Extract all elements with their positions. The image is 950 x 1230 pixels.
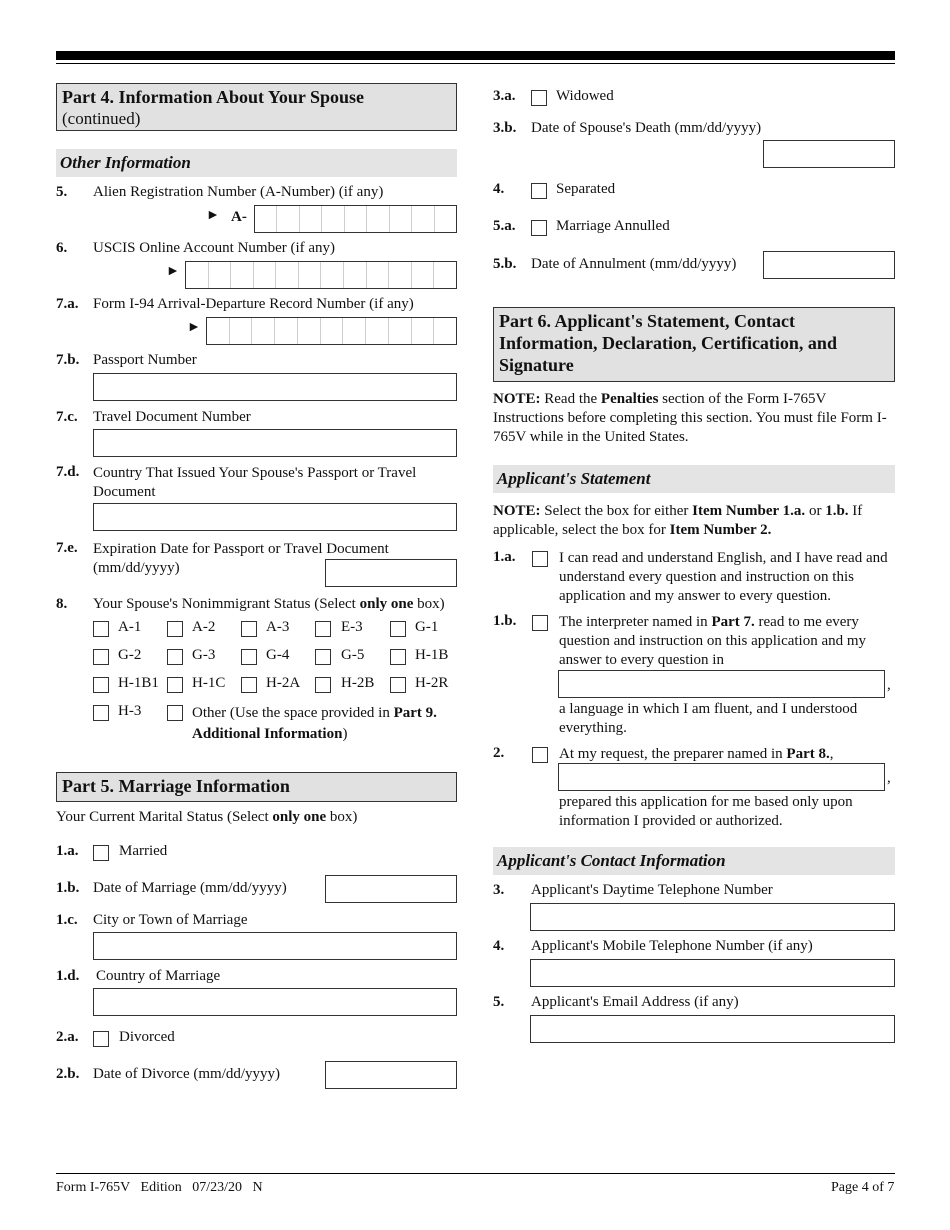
uscis-account-input[interactable]	[185, 261, 457, 289]
part6-title: Part 6. Applicant's Statement, Contact Information, Declaration, Certification, and Signature	[499, 311, 837, 375]
divorced-label: Divorced	[119, 1029, 175, 1045]
status-option-label: G-1	[415, 619, 439, 635]
status-checkbox[interactable]	[93, 705, 109, 721]
marriage-city-label: City or Town of Marriage	[93, 912, 248, 928]
widowed-checkbox[interactable]	[531, 90, 547, 106]
uscis-account-label: USCIS Online Account Number (if any)	[93, 240, 336, 256]
item-number: 3.a.	[493, 88, 516, 104]
status-label-text: Your Spouse's Nonimmigrant Status (Select	[93, 596, 360, 612]
preparer-statement-text	[559, 745, 895, 764]
married-label: Married	[119, 843, 168, 859]
widowed-label: Widowed	[556, 88, 614, 104]
status-label-text: box)	[413, 596, 445, 612]
other-information-heading: Other Information	[56, 149, 457, 177]
status-option-label: H-1B1	[118, 675, 159, 691]
expiration-date-label: Expiration Date for Passport or Travel Document (mm/dd/yyyy)	[93, 541, 389, 576]
comma: ,	[887, 770, 891, 786]
item-number: 1.b.	[56, 880, 80, 896]
marital-text: box)	[326, 809, 358, 825]
marital-bold: only one	[272, 809, 327, 825]
item-number: 7.e.	[56, 540, 78, 556]
status-checkbox[interactable]	[241, 621, 257, 637]
note-label: NOTE:	[493, 503, 541, 519]
penalties-note	[493, 390, 895, 447]
preparer-statement-tail: prepared this application for me based only upon information I provided or authorized.	[559, 794, 853, 829]
status-option-label: H-1C	[192, 675, 226, 691]
status-option-label: G-2	[118, 647, 142, 663]
status-checkbox[interactable]	[390, 677, 406, 693]
other-text: )	[342, 726, 348, 742]
status-option-label: G-5	[341, 647, 365, 663]
divorce-date-input[interactable]	[325, 1061, 457, 1089]
marriage-date-input[interactable]	[325, 875, 457, 903]
note-bold: Item Number 1.a.	[692, 503, 806, 519]
item-number: 2.a.	[56, 1029, 79, 1045]
item-number: 2.b.	[56, 1066, 80, 1082]
annulled-label: Marriage Annulled	[556, 218, 670, 234]
a-number-label: Alien Registration Number (A-Number) (if any)	[93, 184, 384, 200]
item-number: 2.	[493, 745, 505, 761]
note-text: Read the	[540, 391, 601, 407]
statement-text: At my request, the preparer named in	[559, 746, 787, 762]
arrow-right-icon: ►	[166, 264, 180, 279]
item-number: 3.	[493, 882, 505, 898]
other-bold: Part 9.	[393, 705, 437, 721]
item-number: 5.	[493, 994, 505, 1010]
status-grid	[93, 619, 457, 747]
statement-note	[493, 502, 895, 540]
a-number-prefix: A-	[231, 209, 247, 225]
interpreter-statement-tail: a language in which I am fluent, and I understood everything.	[559, 701, 858, 736]
status-checkbox[interactable]	[315, 621, 331, 637]
status-option-label: A-2	[192, 619, 216, 635]
i94-input[interactable]	[206, 317, 457, 345]
arrow-right-icon: ►	[187, 320, 201, 335]
email-label: Applicant's Email Address (if any)	[531, 994, 739, 1010]
statement-text: read to me every question and instruction on this application and my answer to every question in	[559, 614, 867, 668]
item-number: 4.	[493, 181, 505, 197]
note-bold: 1.b.	[825, 503, 849, 519]
status-option-label: H-2A	[266, 675, 301, 691]
status-row	[93, 647, 457, 675]
marriage-country-label: Country of Marriage	[96, 968, 221, 984]
status-row	[93, 675, 457, 703]
issuing-country-input[interactable]	[93, 503, 457, 531]
separated-checkbox[interactable]	[531, 183, 547, 199]
note-text: or	[805, 503, 826, 519]
statement-text: The interpreter named in	[559, 614, 712, 630]
marital-text: Your Current Marital Status (Select	[56, 809, 273, 825]
part5-title: Part 5. Marriage Information	[62, 776, 290, 796]
form-edition: Form I-765V Edition 07/23/20 N	[56, 1180, 263, 1195]
footer-rule	[56, 1173, 895, 1174]
status-checkbox[interactable]	[390, 649, 406, 665]
item-number: 6.	[56, 240, 68, 256]
part5-header	[56, 772, 457, 802]
note-text: section of the Form I-765V Instructions before completing this section. You must file Form I-765V while in the United States.	[493, 391, 887, 445]
item-number: 1.c.	[56, 912, 78, 928]
spouse-death-date-label: Date of Spouse's Death (mm/dd/yyyy)	[531, 120, 762, 136]
marriage-city-input[interactable]	[93, 932, 457, 960]
expiration-date-input[interactable]	[325, 559, 457, 587]
annulment-date-label: Date of Annulment (mm/dd/yyyy)	[531, 256, 737, 272]
item-number: 5.a.	[493, 218, 516, 234]
passport-number-input[interactable]	[93, 373, 457, 401]
status-label-bold: only one	[359, 596, 414, 612]
arrow-right-icon: ►	[206, 208, 220, 223]
status-checkbox[interactable]	[390, 621, 406, 637]
travel-document-label: Travel Document Number	[93, 409, 251, 425]
preparer-statement-checkbox[interactable]	[532, 747, 548, 763]
marriage-country-input[interactable]	[93, 988, 457, 1016]
note-label: NOTE:	[493, 391, 541, 407]
status-option-label: G-4	[266, 647, 290, 663]
interpreter-statement-text	[559, 613, 895, 670]
item-number: 7.b.	[56, 352, 80, 368]
a-number-input[interactable]	[254, 205, 457, 233]
separated-label: Separated	[556, 181, 616, 197]
divorce-date-label: Date of Divorce (mm/dd/yyyy)	[93, 1066, 281, 1082]
status-checkbox[interactable]	[93, 677, 109, 693]
part4-header	[56, 83, 457, 131]
statement-bold: Part 7.	[711, 614, 755, 630]
note-text: If applicable, select the box for	[493, 503, 863, 538]
applicant-contact-heading: Applicant's Contact Information	[493, 847, 895, 875]
status-option-label: H-2B	[341, 675, 375, 691]
status-option-label: A-1	[118, 619, 142, 635]
status-option-label: H-2R	[415, 675, 449, 691]
email-input[interactable]	[530, 1015, 895, 1043]
marital-status-instruction	[56, 809, 357, 826]
status-option-label: H-3	[118, 703, 142, 719]
status-checkbox[interactable]	[315, 677, 331, 693]
item-number: 7.c.	[56, 409, 78, 425]
interpreter-statement-checkbox[interactable]	[532, 615, 548, 631]
mobile-phone-input[interactable]	[530, 959, 895, 987]
daytime-phone-label: Applicant's Daytime Telephone Number	[531, 882, 773, 898]
status-checkbox[interactable]	[241, 649, 257, 665]
status-checkbox[interactable]	[315, 649, 331, 665]
status-option-label: H-1B	[415, 647, 449, 663]
note-text: Select the box for either	[540, 503, 693, 519]
item-number: 7.d.	[56, 464, 80, 480]
item-number: 7.a.	[56, 296, 79, 312]
english-statement-checkbox[interactable]	[532, 551, 548, 567]
item-number: 5.	[56, 184, 68, 200]
top-rule-thick	[56, 51, 895, 60]
mobile-phone-label: Applicant's Mobile Telephone Number (if any)	[531, 938, 813, 954]
note-bold: Item Number 2.	[669, 522, 772, 538]
status-checkbox[interactable]	[167, 649, 183, 665]
part4-continued: (continued)	[62, 109, 141, 128]
status-other-label	[192, 703, 457, 745]
status-checkbox[interactable]	[241, 677, 257, 693]
status-row	[93, 703, 457, 747]
comma: ,	[887, 677, 891, 693]
top-rule-thin	[56, 63, 895, 64]
language-input[interactable]	[558, 670, 885, 698]
status-option-label: G-3	[192, 647, 216, 663]
status-checkbox[interactable]	[167, 621, 183, 637]
item-number: 1.a.	[56, 843, 79, 859]
statement-bold: Part 8.	[786, 746, 830, 762]
item-number: 1.b.	[493, 613, 517, 629]
annulled-checkbox[interactable]	[531, 220, 547, 236]
other-bold: Additional Information	[192, 726, 343, 742]
item-number: 3.b.	[493, 120, 517, 136]
status-row	[93, 619, 457, 647]
item-number: 8.	[56, 596, 68, 612]
statement-text: ,	[829, 746, 834, 762]
travel-document-input[interactable]	[93, 429, 457, 457]
applicant-statement-heading: Applicant's Statement	[493, 465, 895, 493]
nonimmigrant-status-label	[93, 596, 445, 613]
preparer-input[interactable]	[558, 763, 885, 791]
issuing-country-label: Country That Issued Your Spouse's Passport or Travel Document	[93, 465, 417, 500]
item-number: 1.d.	[56, 968, 80, 984]
note-bold: Penalties	[600, 391, 659, 407]
part4-title: Part 4. Information About Your Spouse	[62, 87, 365, 107]
spouse-death-date-input[interactable]	[763, 140, 895, 168]
i94-label: Form I-94 Arrival-Departure Record Number (if any)	[93, 296, 414, 312]
marriage-date-label: Date of Marriage (mm/dd/yyyy)	[93, 880, 287, 896]
status-checkbox[interactable]	[167, 677, 183, 693]
status-option-label: E-3	[341, 619, 363, 635]
other-text: Other (Use the space provided in	[192, 705, 394, 721]
item-number: 1.a.	[493, 549, 516, 565]
status-option-label: A-3	[266, 619, 290, 635]
passport-number-label: Passport Number	[93, 352, 197, 368]
item-number: 4.	[493, 938, 505, 954]
daytime-phone-input[interactable]	[530, 903, 895, 931]
item-number: 5.b.	[493, 256, 517, 272]
status-other-checkbox[interactable]	[167, 705, 183, 721]
part6-header	[493, 307, 895, 382]
status-checkbox[interactable]	[93, 621, 109, 637]
divorced-checkbox[interactable]	[93, 1031, 109, 1047]
english-statement-text: I can read and understand English, and I have read and understand every question and instruction on this application and my answer to every question.	[559, 550, 888, 604]
page-number: Page 4 of 7	[831, 1180, 895, 1195]
annulment-date-input[interactable]	[763, 251, 895, 279]
married-checkbox[interactable]	[93, 845, 109, 861]
status-checkbox[interactable]	[93, 649, 109, 665]
